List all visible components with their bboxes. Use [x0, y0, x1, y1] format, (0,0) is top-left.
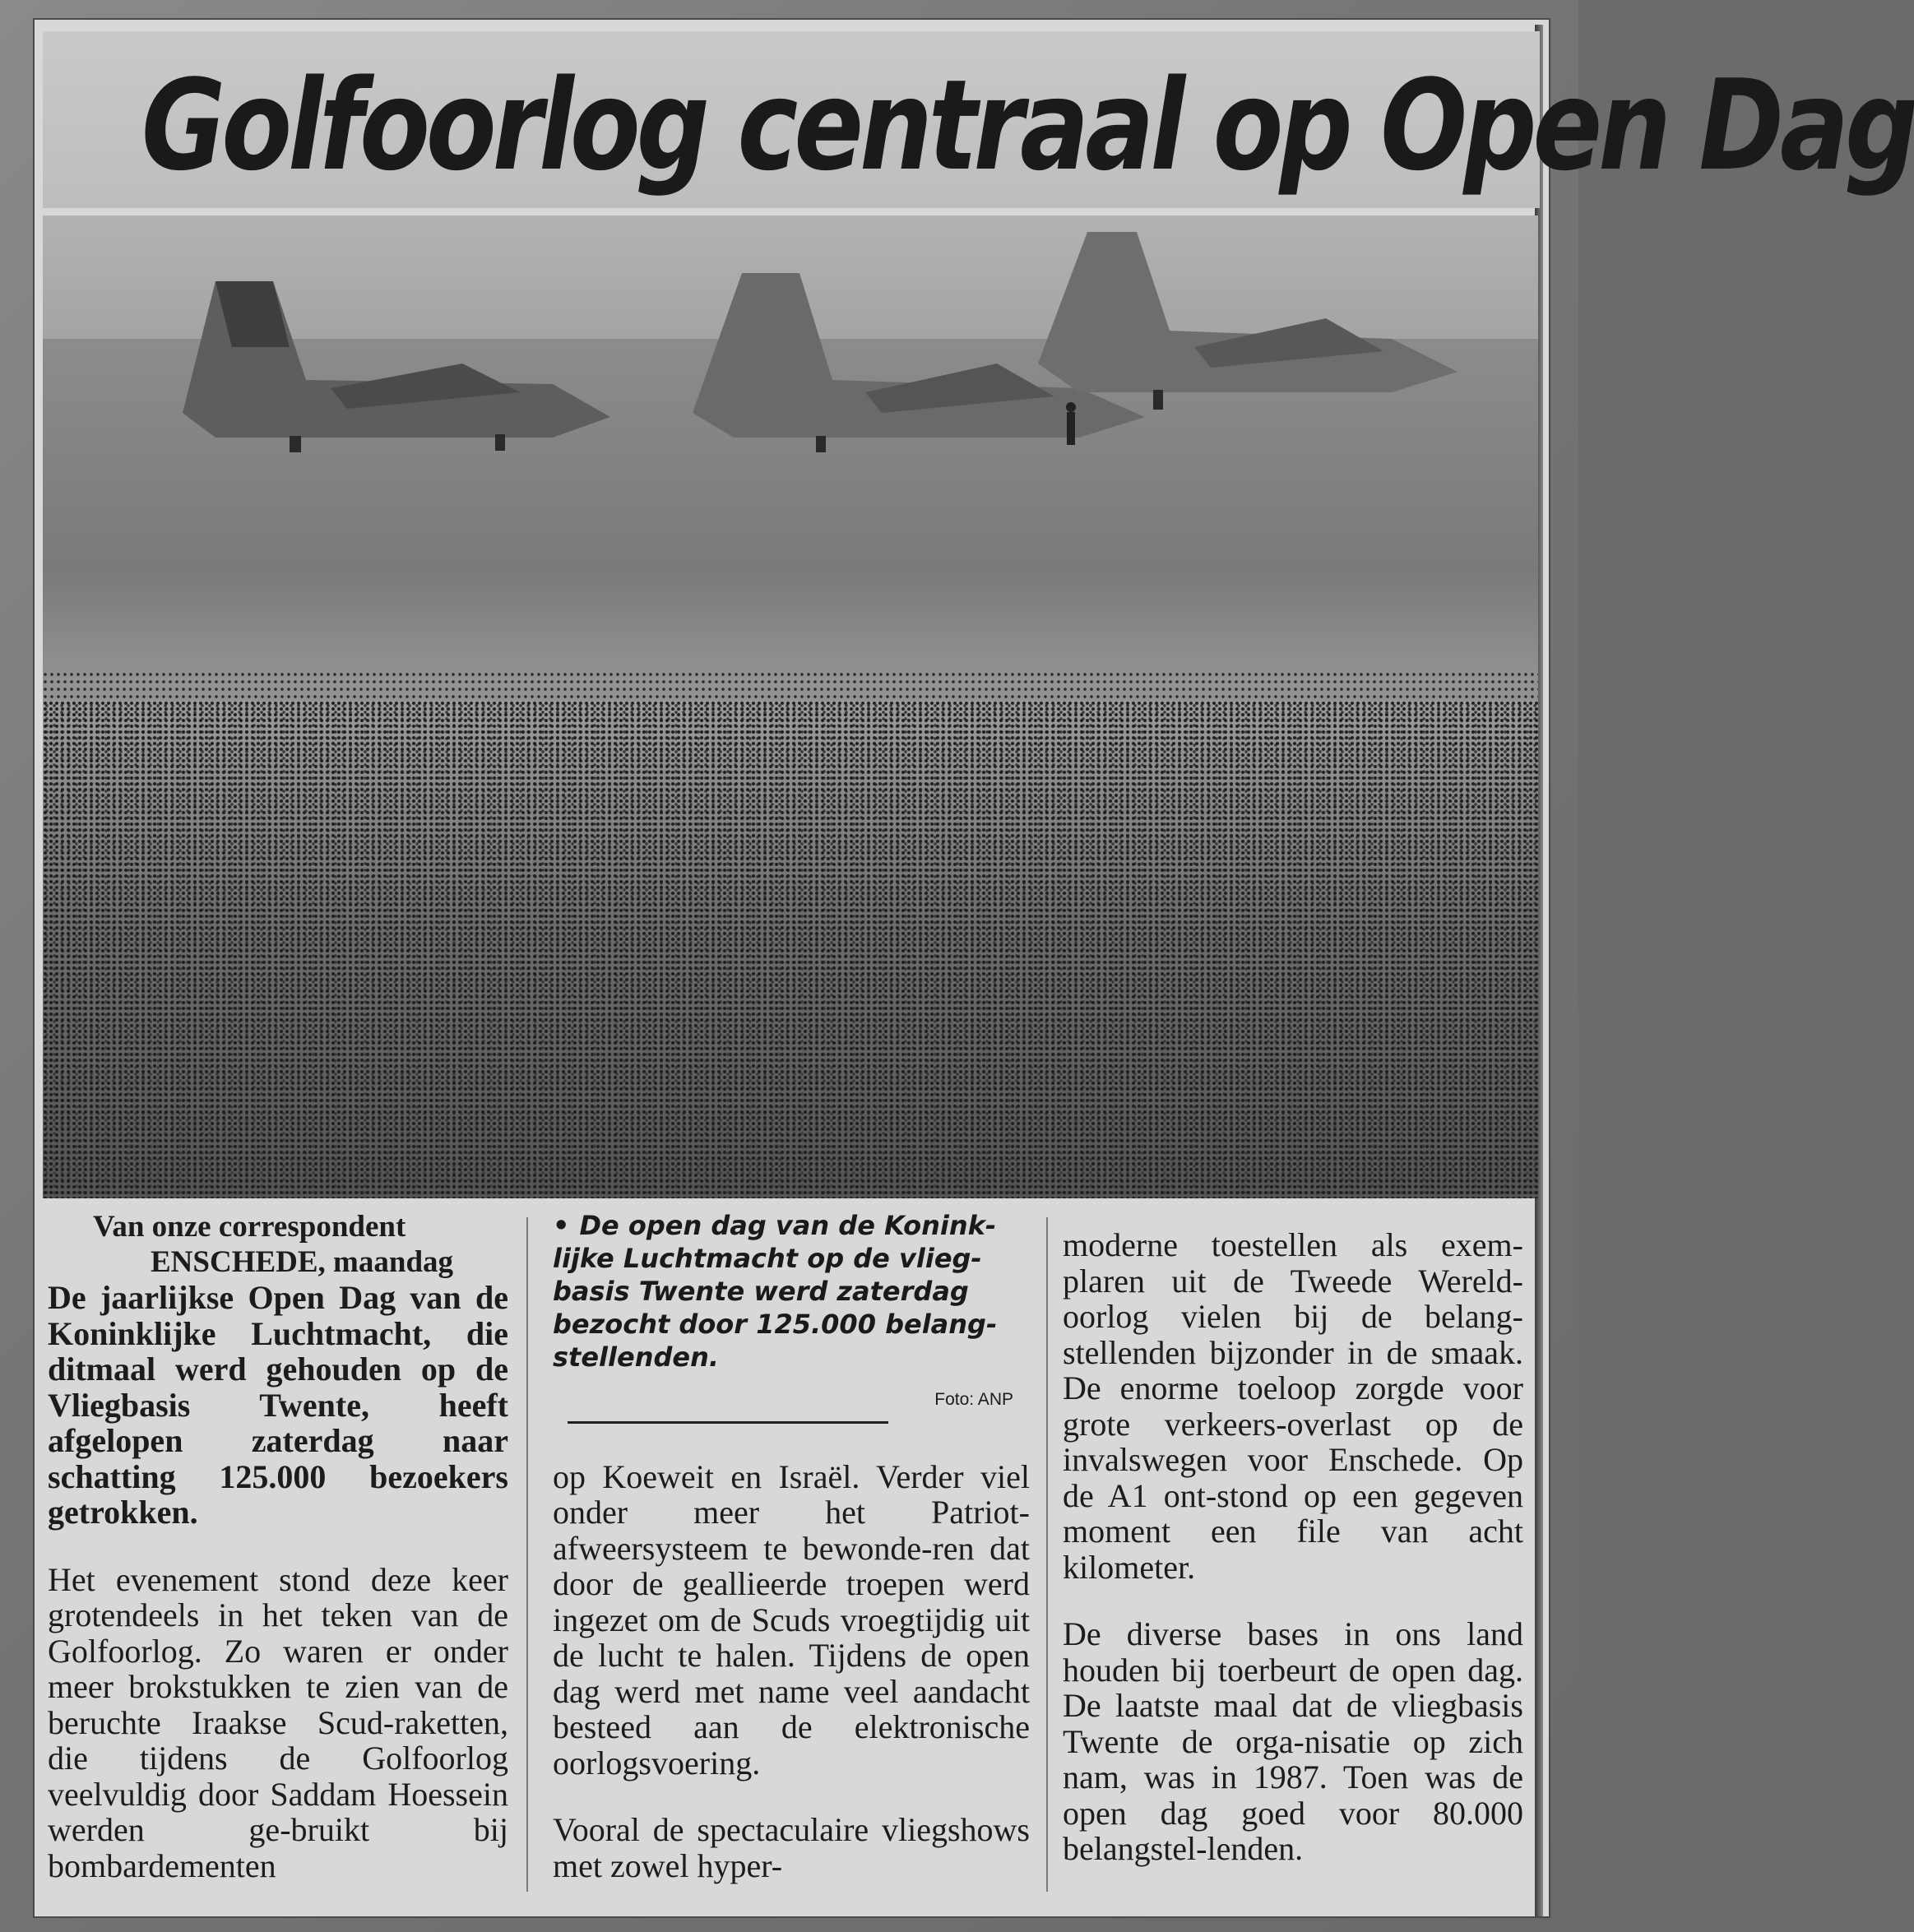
article-column-3: [1063, 1227, 1523, 1867]
byline: Van onze correspondent: [93, 1210, 406, 1244]
paragraph: Vooral de spectaculaire vliegshows met zowel hyper-: [553, 1811, 1030, 1884]
caption-line: bezocht door 125.000 belang-: [553, 1309, 998, 1340]
paragraph: op Koeweit en Israël. Verder viel onder meer het Patriot-afweersysteem te bewonde-ren dat door de geallieerde troepen werd ingezet om de Scuds vroegtijdig uit de lucht te halen. Tijdens de open dag werd met name veel aandacht besteed aan de elektronische oorlogsvoering.: [553, 1457, 1030, 1781]
column-divider-2: [1046, 1217, 1048, 1892]
photo-credit: Foto: ANP: [934, 1390, 1013, 1409]
headline: Golfoorlog centraal op Open Dag: [141, 53, 1914, 198]
caption-line: basis Twente werd zaterdag: [553, 1276, 969, 1307]
caption-line: lijke Luchtmacht op de vlieg-: [553, 1243, 982, 1274]
column-divider-1: [526, 1217, 528, 1892]
article-column-2: [553, 1209, 1030, 1883]
jet-1-icon: [166, 240, 627, 454]
headline-band: [43, 31, 1914, 208]
photo-crowd: [43, 701, 1538, 1198]
caption-bullet-icon: •: [553, 1210, 570, 1241]
paragraph: Het evenement stond deze keer grotendeels in het teken van de Golfoorlog. Zo waren er onder meer brokstukken te zien van de beruchte Iraakse Scud-raketten, die tijdens de Golfoorlog veelvuldig door Saddam Hoessein werden ge-bruikt bij bombardementen: [48, 1560, 508, 1884]
caption-line: De open dag van de Konink-: [579, 1210, 997, 1241]
paragraph: De diverse bases in ons land houden bij toerbeurt de open dag. De laatste maal dat de vliegbasis Twente de orga-nisatie op zich nam, was in 1987. Toen was de open dag goed voor 80.000 belangstel-lenden.: [1063, 1615, 1523, 1867]
lead-paragraph: De jaarlijkse Open Dag van de Koninklijke Luchtmacht, die ditmaal werd gehouden op de Vliegbasis Twente, heeft afgelopen zaterdag naar schatting 125.000 bezoekers getrokken.: [48, 1279, 508, 1531]
paragraph: moderne toestellen als exem-plaren uit de Tweede Wereld-oorlog vielen bij de belang-stellenden bijzonder in de smaak. De enorme toeloop zorgde voor grote verkeers-overlast op de invalswegen voor Enschede. Op de A1 ont-stond op een gegeven moment een file van acht kilometer.: [1063, 1226, 1523, 1586]
dateline: ENSCHEDE, maandag: [151, 1245, 454, 1279]
caption-line: stellenden.: [553, 1341, 720, 1373]
article-column-1: [48, 1209, 508, 1883]
photo-caption: [553, 1209, 1030, 1374]
news-photo: [43, 215, 1538, 1198]
jet-3-icon: [1013, 215, 1474, 421]
person-icon: [1063, 401, 1079, 450]
caption-divider: [568, 1421, 888, 1424]
